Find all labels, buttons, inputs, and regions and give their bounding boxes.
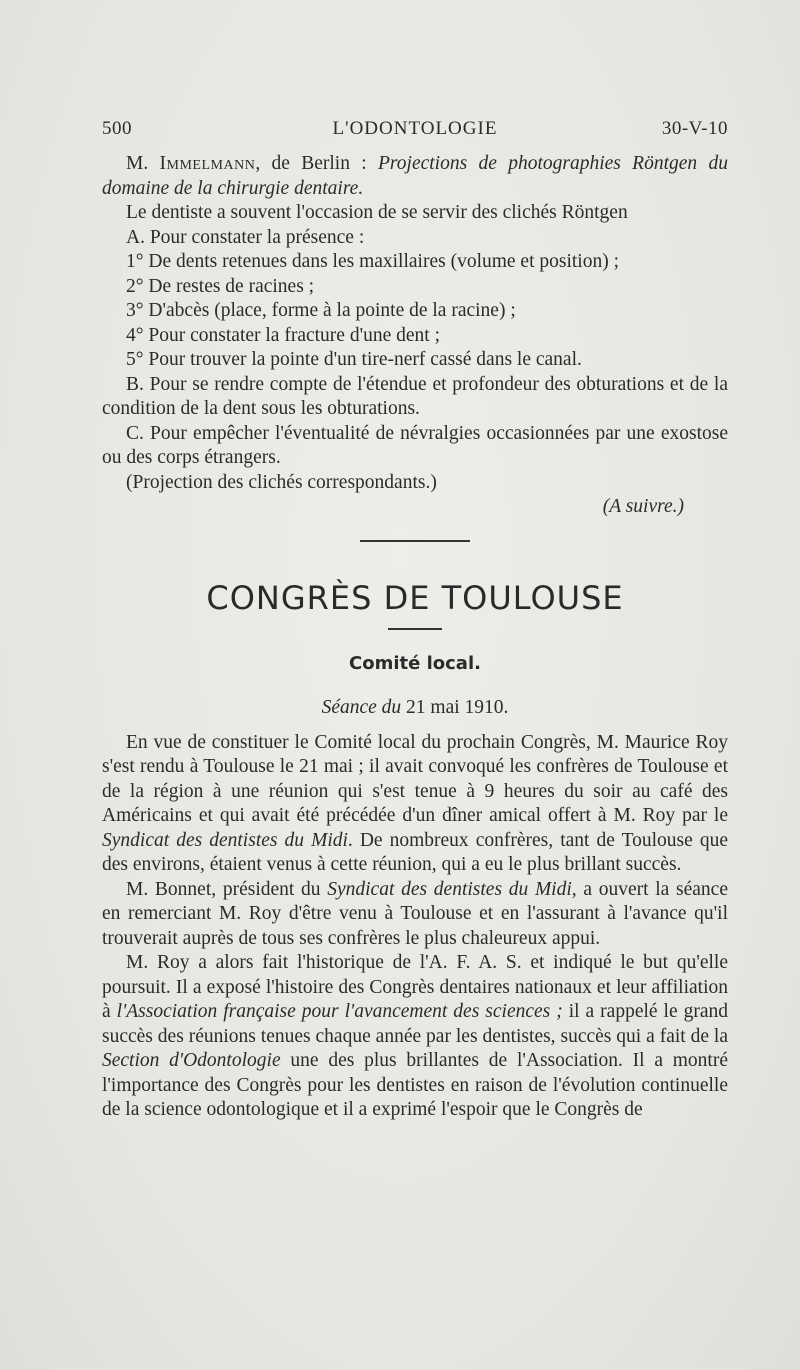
running-title: L'ODONTOLOGIE [332, 118, 498, 139]
issue-date: 30-V-10 [661, 118, 728, 139]
list-item: 2° De restes de racines ; [126, 275, 315, 297]
paragraph: En vue de constituer le Comité local du prochain Congrès, M. Maurice Roy s'est rendu à Toulouse le 21 mai ; il avait convoqué les confrères de Toulouse et de la région à une réunion qui s'est tenue à 9 heures du soir au café des Américains et qui avait été précédée d'un dîner amical offert à M. Roy par le Syndicat des dentistes du Midi. De nombreux confrères, tant de Toulouse que des environs, étaient venus à cette réunion, qui a eu le plus brillant succès. [102, 731, 728, 875]
title-divider [388, 628, 442, 630]
list-item: 1° De dents retenues dans les maxillaires (volume et position) ; [126, 251, 620, 272]
page-number: 500 [102, 118, 132, 139]
page-body [102, 152, 728, 1123]
to-be-continued: (A suivre.) [602, 496, 684, 517]
paragraph: C. Pour empêcher l'éventualité de névralgies occasionnées par une exostose ou des corps étrangers. [102, 422, 728, 468]
session-date: Séance du 21 mai 1910. [321, 697, 509, 718]
talk-heading: M. Immelmann, de Berlin : Projections de photographies Röntgen du domaine de la chirurgie dentaire. [102, 153, 728, 199]
talk-title: Projections de photographies Röntgen du domaine de la chirurgie dentaire. [102, 153, 728, 199]
paragraph: Le dentiste a souvent l'occasion de se servir des clichés Röntgen [126, 202, 628, 223]
paragraph: M. Roy a alors fait l'historique de l'A. F. A. S. et indiqué le but qu'elle poursuit. Il a exposé l'histoire des Congrès dentaires nationaux et leur affiliation à l'Association française pour l'avancement des sciences ; il a rappelé le grand succès des réunions tenues chaque année par les dentistes, succès qui a fait de la Section d'Odontologie une des plus brillantes de l'Association. Il a montré l'importance des Congrès pour les dentistes en raison de l'évolution continuelle de la science odontologique et il a exprimé l'espoir que le Congrès de [102, 952, 729, 1120]
projection-note: (Projection des clichés correspondants.) [126, 471, 437, 493]
paragraph: M. Bonnet, président du Syndicat des dentistes du Midi, a ouvert la séance en remerciant M. Roy d'être venu à Toulouse et en l'assurant à l'avance qu'il trouverait auprès de tous ses confrères le plus chaleureux appui. [102, 878, 728, 949]
list-item: 5° Pour trouver la pointe d'un tire-nerf cassé dans le canal. [126, 349, 582, 370]
section-subtitle: Comité local. [349, 652, 481, 674]
list-heading: A. Pour constater la présence : [126, 226, 365, 248]
section-title: CONGRÈS DE TOULOUSE [206, 578, 624, 617]
paragraph: B. Pour se rendre compte de l'étendue et profondeur des obturations et de la condition de la dent sous les obturations. [102, 373, 728, 419]
section-divider [360, 540, 470, 542]
list-item: 3° D'abcès (place, forme à la pointe de la racine) ; [126, 300, 516, 321]
speaker-name: Immelmann [159, 153, 256, 174]
list-item: 4° Pour constater la fracture d'une dent ; [126, 324, 440, 346]
